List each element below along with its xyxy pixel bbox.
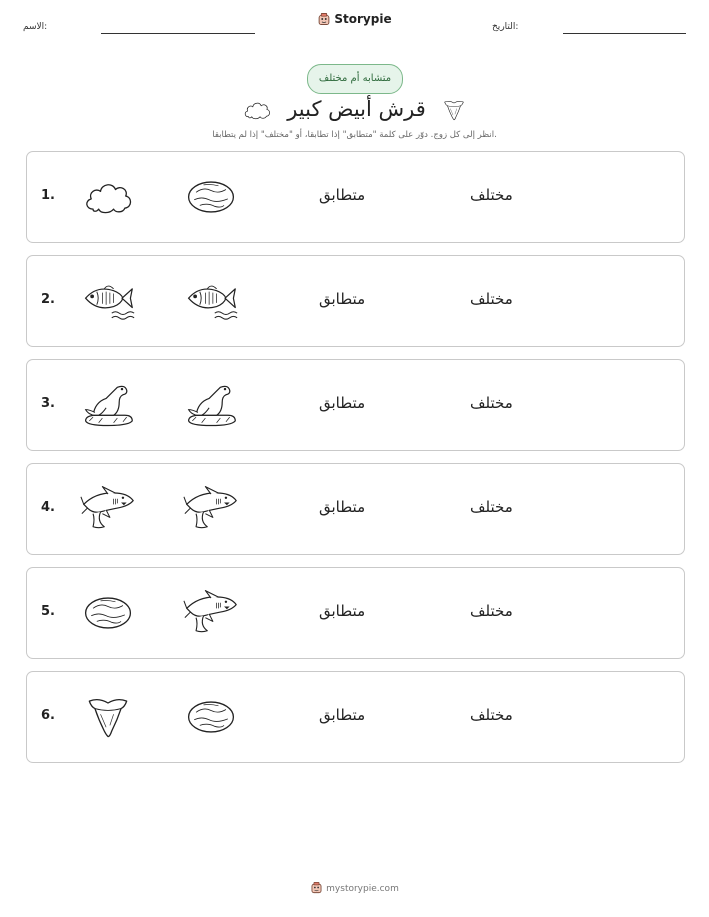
row-number: 6. — [41, 708, 55, 723]
same-option[interactable]: متطابق — [319, 394, 366, 412]
exercise-row-3 — [26, 359, 685, 451]
same-option[interactable]: متطابق — [319, 290, 366, 308]
shark-icon — [183, 484, 239, 534]
name-line[interactable] — [101, 33, 255, 34]
same-option[interactable]: متطابق — [319, 706, 366, 724]
rock-icon — [183, 172, 239, 222]
brand-name: Storypie — [334, 12, 392, 26]
storypie-logo-icon — [317, 12, 331, 26]
row-number: 4. — [41, 500, 55, 515]
same-option[interactable]: متطابق — [319, 498, 366, 516]
brand — [0, 12, 709, 26]
row-number: 3. — [41, 396, 55, 411]
cloud-icon — [241, 97, 273, 123]
row-number: 5. — [41, 604, 55, 619]
date-label: التاريخ: — [492, 22, 519, 32]
worksheet-title-row — [0, 96, 709, 124]
different-option[interactable]: مختلف — [470, 186, 513, 204]
exercise-row-4 — [26, 463, 685, 555]
seal-icon — [183, 380, 239, 430]
fish-icon — [183, 276, 239, 326]
footer-site[interactable]: mystorypie.com — [326, 884, 399, 894]
different-option[interactable]: مختلف — [470, 394, 513, 412]
same-option[interactable]: متطابق — [319, 186, 366, 204]
shark-icon — [80, 484, 136, 534]
rock-icon — [183, 692, 239, 742]
same-option[interactable]: متطابق — [319, 602, 366, 620]
different-option[interactable]: مختلف — [470, 706, 513, 724]
footer — [0, 881, 709, 894]
different-option[interactable]: مختلف — [470, 498, 513, 516]
exercise-row-2 — [26, 255, 685, 347]
shark-tooth-icon — [440, 96, 468, 124]
page-title: قرش أبيض كبير — [287, 97, 426, 121]
different-option[interactable]: مختلف — [470, 602, 513, 620]
exercise-row-5 — [26, 567, 685, 659]
fish-icon — [80, 276, 136, 326]
date-line[interactable] — [563, 33, 686, 34]
different-option[interactable]: مختلف — [470, 290, 513, 308]
rock-icon — [80, 588, 136, 638]
storypie-logo-icon — [310, 881, 323, 894]
category-pill: متشابه أم مختلف — [307, 64, 403, 94]
shark-icon — [183, 588, 239, 638]
instructions: انظر إلى كل زوج. دوّر على كلمة "متطابق" إذا تطابقا، أو "مختلف" إذا لم يتطابقا. — [212, 130, 497, 140]
row-number: 2. — [41, 292, 55, 307]
name-label: الاسم: — [23, 22, 48, 32]
shark-tooth-icon — [80, 692, 136, 742]
exercise-row-6 — [26, 671, 685, 763]
seal-icon — [80, 380, 136, 430]
row-number: 1. — [41, 188, 55, 203]
cloud-icon — [80, 172, 136, 222]
exercise-row-1 — [26, 151, 685, 243]
